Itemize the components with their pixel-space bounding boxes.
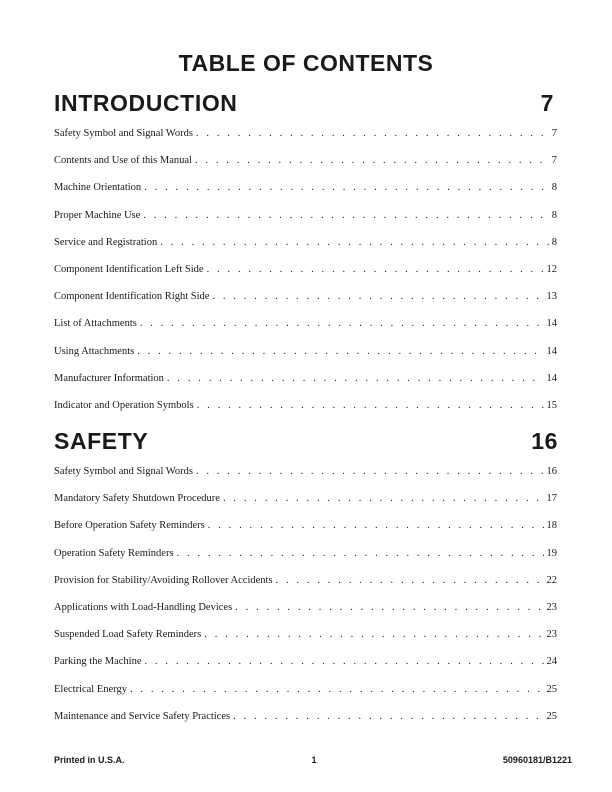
toc-entry-label: Machine Orientation	[54, 182, 142, 194]
section-heading-safety[interactable]	[54, 428, 560, 458]
toc-entry[interactable]	[54, 317, 557, 344]
toc-entry[interactable]	[54, 710, 557, 737]
toc-entry-label: Indicator and Operation Symbols	[54, 399, 194, 411]
toc-entry-label: Electrical Energy	[54, 683, 127, 695]
toc-entry-label: Service and Registration	[54, 236, 158, 248]
section-page-number: 7	[540, 90, 554, 116]
toc-entry-page: 15	[546, 399, 557, 411]
toc-entry[interactable]	[54, 519, 557, 546]
toc-entry-label: Suspended Load Safety Reminders	[54, 629, 202, 641]
toc-entry[interactable]	[54, 601, 557, 628]
footer-page-number: 1	[311, 755, 317, 765]
toc-entry-label: Mandatory Safety Shutdown Procedure	[54, 493, 220, 505]
toc-entry-page: 25	[546, 683, 557, 695]
dot-leader	[140, 317, 544, 331]
toc-entry[interactable]	[54, 263, 557, 290]
dot-leader	[160, 236, 549, 250]
toc-entry-page: 8	[551, 209, 557, 221]
dot-leader	[137, 345, 543, 359]
toc-entry[interactable]	[54, 290, 557, 317]
toc-entry-label: Provision for Stability/Avoiding Rollover Accidents	[54, 574, 273, 586]
toc-entry-label: Maintenance and Service Safety Practices	[54, 710, 231, 722]
toc-entry-page: 8	[551, 236, 557, 248]
toc-entry-page: 16	[546, 466, 557, 477]
footer-printed-in: Printed in U.S.A.	[54, 755, 125, 765]
toc-entry-page: 7	[551, 155, 557, 167]
toc-list-safety	[54, 465, 557, 737]
toc-list-introduction	[54, 127, 557, 426]
toc-entry-page: 23	[546, 629, 557, 641]
footer-document-number: 50960181/B1221	[502, 755, 572, 765]
toc-entry-label: Applications with Load-Handling Devices	[54, 601, 233, 613]
toc-entry[interactable]	[54, 628, 557, 655]
toc-entry[interactable]	[54, 127, 557, 154]
toc-entry[interactable]	[54, 154, 557, 181]
toc-entry-label: List of Attachments	[54, 318, 137, 330]
dot-leader	[143, 209, 548, 223]
dot-leader	[207, 263, 544, 277]
dot-leader	[177, 547, 544, 561]
toc-entry[interactable]	[54, 372, 557, 399]
dot-leader	[196, 465, 544, 479]
toc-entry-label: Operation Safety Reminders	[54, 547, 174, 559]
toc-entry[interactable]	[54, 547, 557, 574]
page-footer	[54, 755, 572, 769]
page-title: TABLE OF CONTENTS	[178, 50, 434, 76]
toc-entry-page: 22	[546, 574, 557, 586]
toc-entry-label: Manufacturer Information	[54, 372, 164, 384]
toc-entry-label: Using Attachments	[54, 345, 135, 357]
toc-entry-page: 7	[551, 128, 557, 139]
dot-leader	[144, 655, 543, 669]
toc-entry[interactable]	[54, 209, 557, 236]
toc-entry-label: Safety Symbol and Signal Words	[54, 128, 193, 139]
toc-entry-page: 14	[546, 345, 557, 357]
toc-entry[interactable]	[54, 236, 557, 263]
toc-entry-label: Proper Machine Use	[54, 209, 141, 221]
dot-leader	[204, 628, 543, 642]
section-heading-introduction[interactable]	[54, 90, 560, 120]
toc-entry-page: 23	[546, 601, 557, 613]
dot-leader	[144, 181, 549, 195]
toc-entry[interactable]	[54, 683, 557, 710]
toc-entry[interactable]	[54, 181, 557, 208]
toc-entry-page: 19	[546, 547, 557, 559]
dot-leader	[276, 574, 544, 588]
section-page-number: 16	[531, 428, 558, 454]
dot-leader	[233, 710, 543, 724]
dot-leader	[208, 519, 544, 533]
section-title: INTRODUCTION	[54, 90, 238, 116]
toc-entry[interactable]	[54, 345, 557, 372]
toc-entry-page: 12	[546, 263, 557, 275]
toc-entry-label: Before Operation Safety Reminders	[54, 520, 205, 532]
dot-leader	[223, 492, 544, 506]
toc-entry[interactable]	[54, 465, 557, 492]
dot-leader	[196, 127, 549, 141]
toc-entry-page: 18	[546, 520, 557, 532]
toc-entry[interactable]	[54, 655, 557, 682]
dot-leader	[195, 154, 549, 168]
dot-leader	[212, 290, 543, 304]
toc-entry[interactable]	[54, 574, 557, 601]
dot-leader	[167, 372, 544, 386]
toc-entry[interactable]	[54, 492, 557, 519]
toc-entry[interactable]	[54, 399, 557, 426]
section-title: SAFETY	[54, 428, 149, 454]
dot-leader	[235, 601, 543, 615]
toc-entry-label: Component Identification Left Side	[54, 263, 204, 275]
toc-entry-label: Contents and Use of this Manual	[54, 155, 192, 167]
dot-leader	[130, 683, 544, 697]
toc-entry-page: 14	[546, 318, 557, 330]
toc-entry-page: 24	[546, 656, 557, 668]
toc-entry-page: 8	[551, 182, 557, 194]
toc-entry-page: 13	[546, 291, 557, 303]
toc-entry-page: 17	[546, 493, 557, 505]
dot-leader	[197, 399, 544, 413]
toc-entry-label: Parking the Machine	[54, 656, 142, 668]
toc-entry-label: Component Identification Right Side	[54, 291, 210, 303]
toc-entry-page: 25	[546, 710, 557, 722]
toc-entry-page: 14	[546, 372, 557, 384]
toc-entry-label: Safety Symbol and Signal Words	[54, 466, 193, 477]
